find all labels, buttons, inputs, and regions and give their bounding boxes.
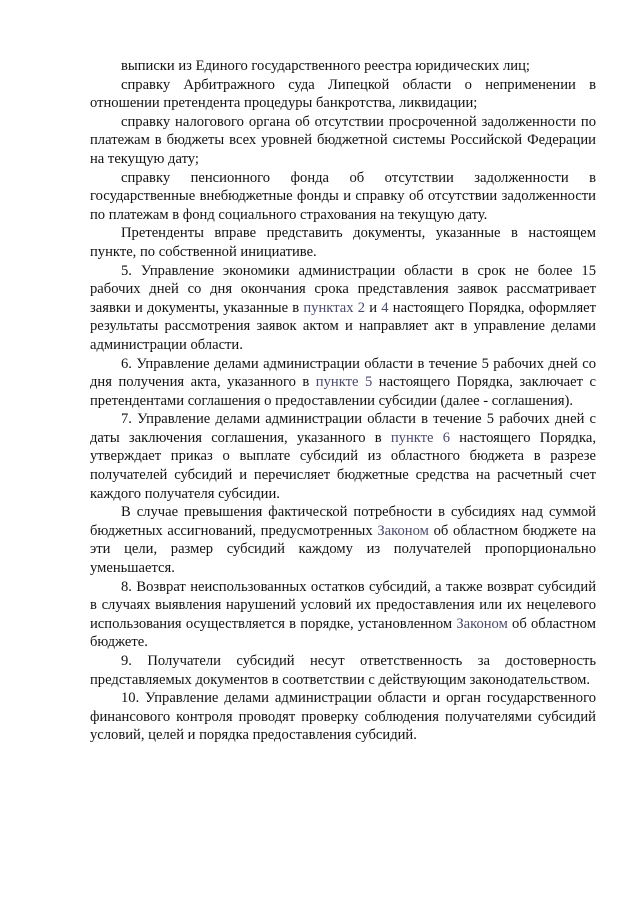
paragraph-text: выписки из Единого государственного реестра юридических лиц; bbox=[121, 58, 530, 74]
link-point-5[interactable]: пункте 5 bbox=[315, 374, 373, 391]
paragraph-text: 7. Управление делами администрации области в течение 5 рабочих дней с даты заключения соглашения, указанного в bbox=[90, 411, 596, 446]
paragraph-extract-egrul bbox=[90, 57, 596, 76]
paragraph-text: Претенденты вправе представить документы, указанные в настоящем пункте, по собственной инициативе. bbox=[90, 225, 596, 260]
paragraph-text: об областном бюджете на эти цели, размер субсидий каждому из получателей пропорционально уменьшается. bbox=[90, 522, 596, 577]
document-page bbox=[90, 57, 596, 745]
paragraph-text: об областном бюджете. bbox=[90, 615, 596, 651]
link-points-2[interactable]: пунктах 2 bbox=[303, 299, 366, 316]
paragraph-text: настоящего Порядка, оформляет результаты рассмотрения заявок актом и направляет акт в управление делами администрации области. bbox=[90, 299, 597, 353]
paragraph-tax-certificate bbox=[90, 113, 596, 169]
paragraph-text: настоящего Порядка, утверждает приказ о выплате субсидий из областного бюджета в разрезе получателей субсидий и перечисляет бюджетные средства на расчетный счет каждого получателя субсидии. bbox=[90, 429, 596, 502]
paragraph-text: В случае превышения фактической потребности в субсидиях над суммой бюджетных ассигнований, предусмотренных bbox=[90, 504, 596, 539]
link-budget-law[interactable]: Законом bbox=[456, 615, 508, 632]
paragraph-item-7 bbox=[90, 410, 596, 503]
paragraph-item-9 bbox=[90, 652, 596, 689]
paragraph-text: 8. Возврат неиспользованных остатков субсидий, а также возврат субсидий в случаях выявления нарушений условий их предоставления или их нецелевого использования осуществляется в порядке, установленном bbox=[90, 578, 596, 632]
paragraph-item-8 bbox=[90, 578, 596, 652]
link-budget-law[interactable]: Законом bbox=[377, 522, 429, 539]
paragraph-text: 9. Получатели субсидий несут ответственность за достоверность представляемых документов в соответствии с действующим законодательством. bbox=[90, 653, 596, 688]
link-point-6[interactable]: пункте 6 bbox=[390, 429, 451, 446]
paragraph-text: справку налогового органа об отсутствии просроченной задолженности по платежам в бюджеты всех уровней бюджетной системы Российской Федерации на текущую дату; bbox=[90, 113, 596, 167]
paragraph-item-6 bbox=[90, 355, 596, 411]
paragraph-item-5 bbox=[90, 262, 596, 355]
paragraph-text: справку пенсионного фонда об отсутствии задолженности в государственные внебюджетные фонды и справку об отсутствии задолженности по платежам в фонд социального страхования на текущую дату. bbox=[90, 169, 596, 223]
paragraph-excess-need bbox=[90, 503, 596, 577]
paragraph-own-initiative bbox=[90, 224, 596, 261]
paragraph-text: 5. Управление экономики администрации области в срок не более 15 рабочих дней со дня окончания срока представления заявок рассматривает заявки и документы, указанные в bbox=[90, 262, 596, 316]
paragraph-text: настоящего Порядка, заключает с претендентами соглашения о предоставлении субсидии (далее - соглашения). bbox=[90, 374, 596, 409]
paragraph-arbitration-certificate bbox=[90, 76, 596, 113]
paragraph-text: 10. Управление делами администрации области и орган государственного финансового контроля проводят проверку соблюдения получателями субсидий условий, целей и порядка предоставления субсидий. bbox=[90, 690, 596, 744]
paragraph-pension-certificate bbox=[90, 169, 596, 225]
paragraph-item-10 bbox=[90, 689, 596, 745]
link-point-4[interactable]: 4 bbox=[381, 299, 389, 316]
paragraph-text: и bbox=[365, 299, 382, 316]
paragraph-text: справку Арбитражного суда Липецкой области о неприменении в отношении претендента процедуры банкротства, ликвидации; bbox=[90, 76, 596, 112]
paragraph-text: 6. Управление делами администрации области в течение 5 рабочих дней со дня получения акта, указанного в bbox=[90, 355, 596, 391]
